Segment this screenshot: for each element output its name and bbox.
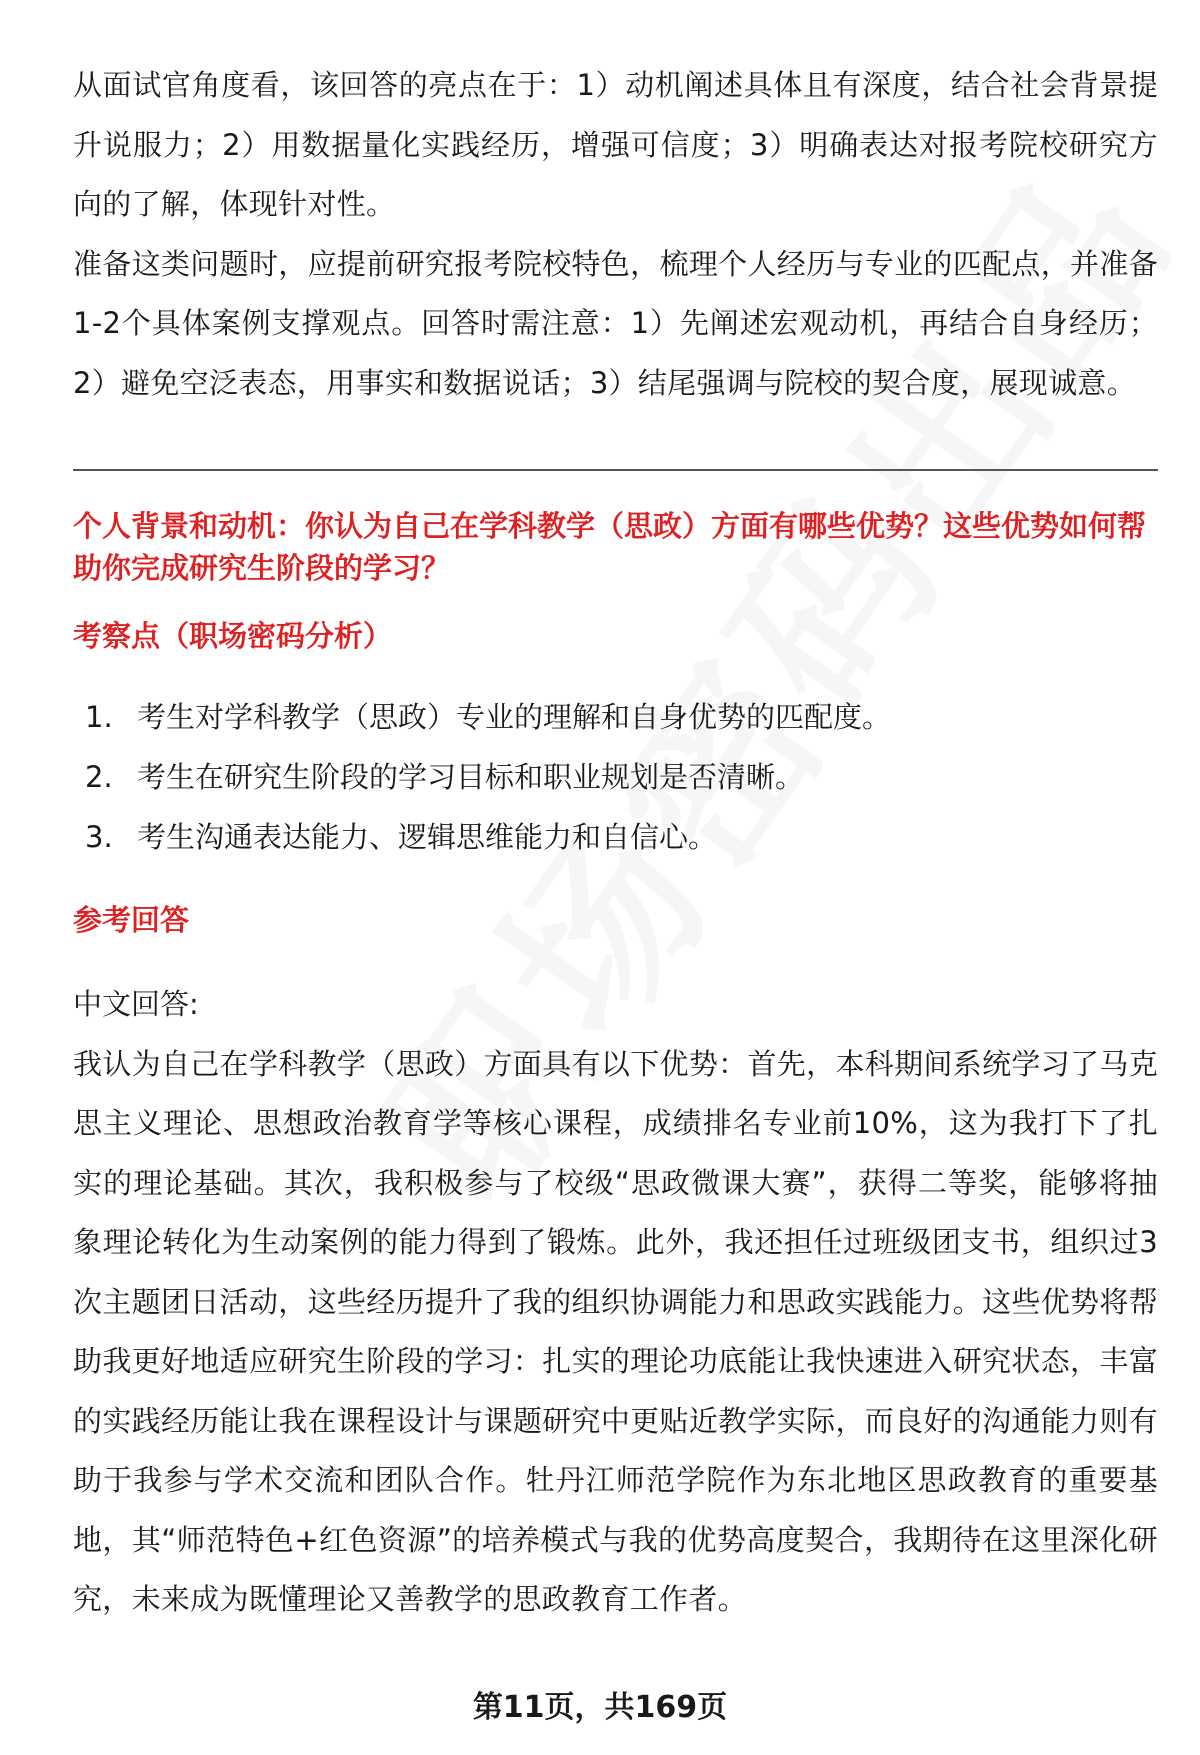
list-item-text: 考生沟通表达能力、逻辑思维能力和自信心。	[137, 820, 718, 854]
document-page	[73, 56, 1158, 1630]
list-item-text: 考生在研究生阶段的学习目标和职业规划是否清晰。	[137, 760, 805, 794]
question-heading: 个人背景和动机：你认为自己在学科教学（思政）方面有哪些优势？这些优势如何帮助你完成研究生阶段的学习？	[73, 509, 1147, 585]
exam-points-list	[73, 687, 1158, 867]
intro-paragraph-2: 准备这类问题时，应提前研究报考院校特色，梳理个人经历与专业的匹配点，并准备1-2个具体案例支撑观点。回答时需注意：1）先阐述宏观动机，再结合自身经历；2）避免空泛表态，用事实和数据说话；3）结尾强调与院校的契合度，展现诚意。	[73, 246, 1158, 400]
list-item-text: 考生对学科教学（思政）专业的理解和自身优势的匹配度。	[137, 700, 892, 734]
answer-language-label: 中文回答:	[73, 987, 199, 1021]
list-item	[73, 687, 1158, 747]
list-item-number: 2.	[85, 760, 113, 794]
reference-answer-heading: 参考回答	[73, 903, 190, 937]
section-divider	[73, 469, 1158, 471]
list-item	[73, 747, 1158, 807]
page-number: 第11页，共169页	[472, 1690, 728, 1725]
list-item	[73, 807, 1158, 867]
list-item-number: 1.	[85, 700, 113, 734]
exam-points-heading: 考察点（职场密码分析）	[73, 619, 393, 653]
intro-paragraph-1: 从面试官角度看，该回答的亮点在于：1）动机阐述具体且有深度，结合社会背景提升说服力；2）用数据量化实践经历，增强可信度；3）明确表达对报考院校研究方向的了解，体现针对性。	[73, 68, 1158, 221]
reference-answer-text: 我认为自己在学科教学（思政）方面具有以下优势：首先，本科期间系统学习了马克思主义理论、思想政治教育学等核心课程，成绩排名专业前10%，这为我打下了扎实的理论基础。其次，我积极参与了校级“思政微课大赛”，获得二等奖，能够将抽象理论转化为生动案例的能力得到了锻炼。此外，我还担任过班级团支书，组织过3次主题团日活动，这些经历提升了我的组织协调能力和思政实践能力。这些优势将帮助我更好地适应研究生阶段的学习：扎实的理论功底能让我快速进入研究状态，丰富的实践经历能让我在课程设计与课题研究中更贴近教学实际，而良好的沟通能力则有助于我参与学术交流和团队合作。牡丹江师范学院作为东北地区思政教育的重要基地，其“师范特色+红色资源”的培养模式与我的优势高度契合，我期待在这里深化研究，未来成为既懂理论又善教学的思政教育工作者。	[73, 1046, 1158, 1616]
list-item-number: 3.	[85, 820, 113, 854]
